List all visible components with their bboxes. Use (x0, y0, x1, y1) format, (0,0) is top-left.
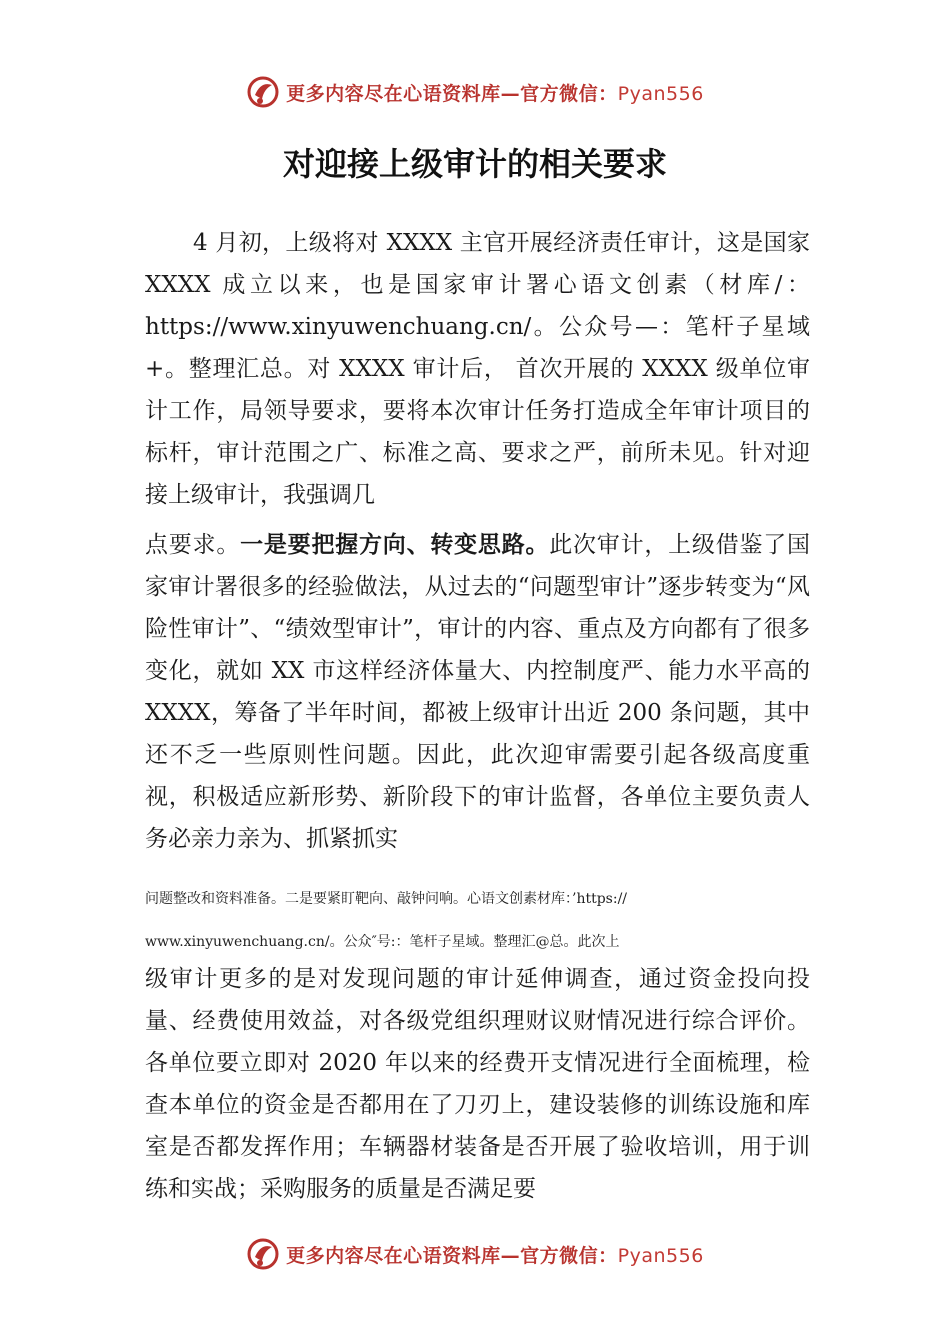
paragraph-3: 级审计更多的是对发现问题的审计延伸调查，通过资金投向投量、经费使用效益，对各级党组织理财议财情况进行综合评价。各单位要立即对 2020 年以来的经费开支情况进行全面梳理，检查本单位的资金是否都用在了刀刃上，建设装修的训练设施和库室是否都发挥作用；车辆器材装备是否开展了验收培训，用于训练和实战；采购服务的质量是否满足要 (145, 966, 810, 1202)
red-swirl-logo-icon (246, 75, 280, 109)
red-swirl-logo-icon (246, 1237, 280, 1271)
small-text-line-1: 问题整改和资料准备。二是要紧盯靶向、敲钟问响。心语文创素材库：’https:// (145, 891, 628, 907)
paragraph-2-start: 点要求。 (145, 532, 241, 558)
paragraph-2-bold-heading: 一是要把握方向、转变思路。 (240, 532, 550, 558)
paragraph-2-rest: 此次审计，上级借鉴了国家审计署很多的经验做法，从过去的“问题型审计”逐步转变为“风险性审计”、“绩效型审计”，审计的内容、重点及方向都有了很多变化，就如 XX 市这样经济体量大、内控制度严、能力水平高的 XXXX，筹备了半年时间，都被上级审计出近 200 条问题，其中还不乏一些原则性问题。因此，此次迎审需要引起各级高度重视，积极适应新形势、新阶段下的审计监督，各单位主要负责人务必亲力亲为、抓紧抓实 (145, 532, 811, 852)
paragraph-1: 4 月初，上级将对 XXXX 主官开展经济责任审计，这是国家 XXXX 成立以来，也是国家审计署心语文创素（材库/：https://www.xinyuwenchuang.cn/。公众号—：笔杆子星域+。整理汇总。对 XXXX 审计后， 首次开展的 XXXX 级单位审计工作，局领导要求，要将本次审计任务打造成全年审计项目的标杆，审计范围之广、标准之高、要求之严，前所未见。针对迎接上级审计，我强调几 (145, 230, 810, 508)
banner-text (286, 79, 704, 106)
banner-label: 更多内容尽在心语资料库—官方微信： (286, 82, 618, 105)
document-title: 对迎接上级审计的相关要求 (282, 145, 667, 183)
paragraph-2 (145, 524, 810, 860)
banner-label: 更多内容尽在心语资料库—官方微信： (286, 1244, 618, 1267)
footer-banner (0, 1234, 950, 1274)
small-text-line-2: www.xinyuwenchuang.cn/。公众″号:：笔杆子星域。整理汇@总。此次上 (145, 934, 620, 950)
banner-wechat-id: Pyan556 (617, 1244, 704, 1267)
banner-text (286, 1241, 704, 1268)
header-banner (0, 72, 950, 112)
banner-wechat-id: Pyan556 (617, 82, 704, 105)
